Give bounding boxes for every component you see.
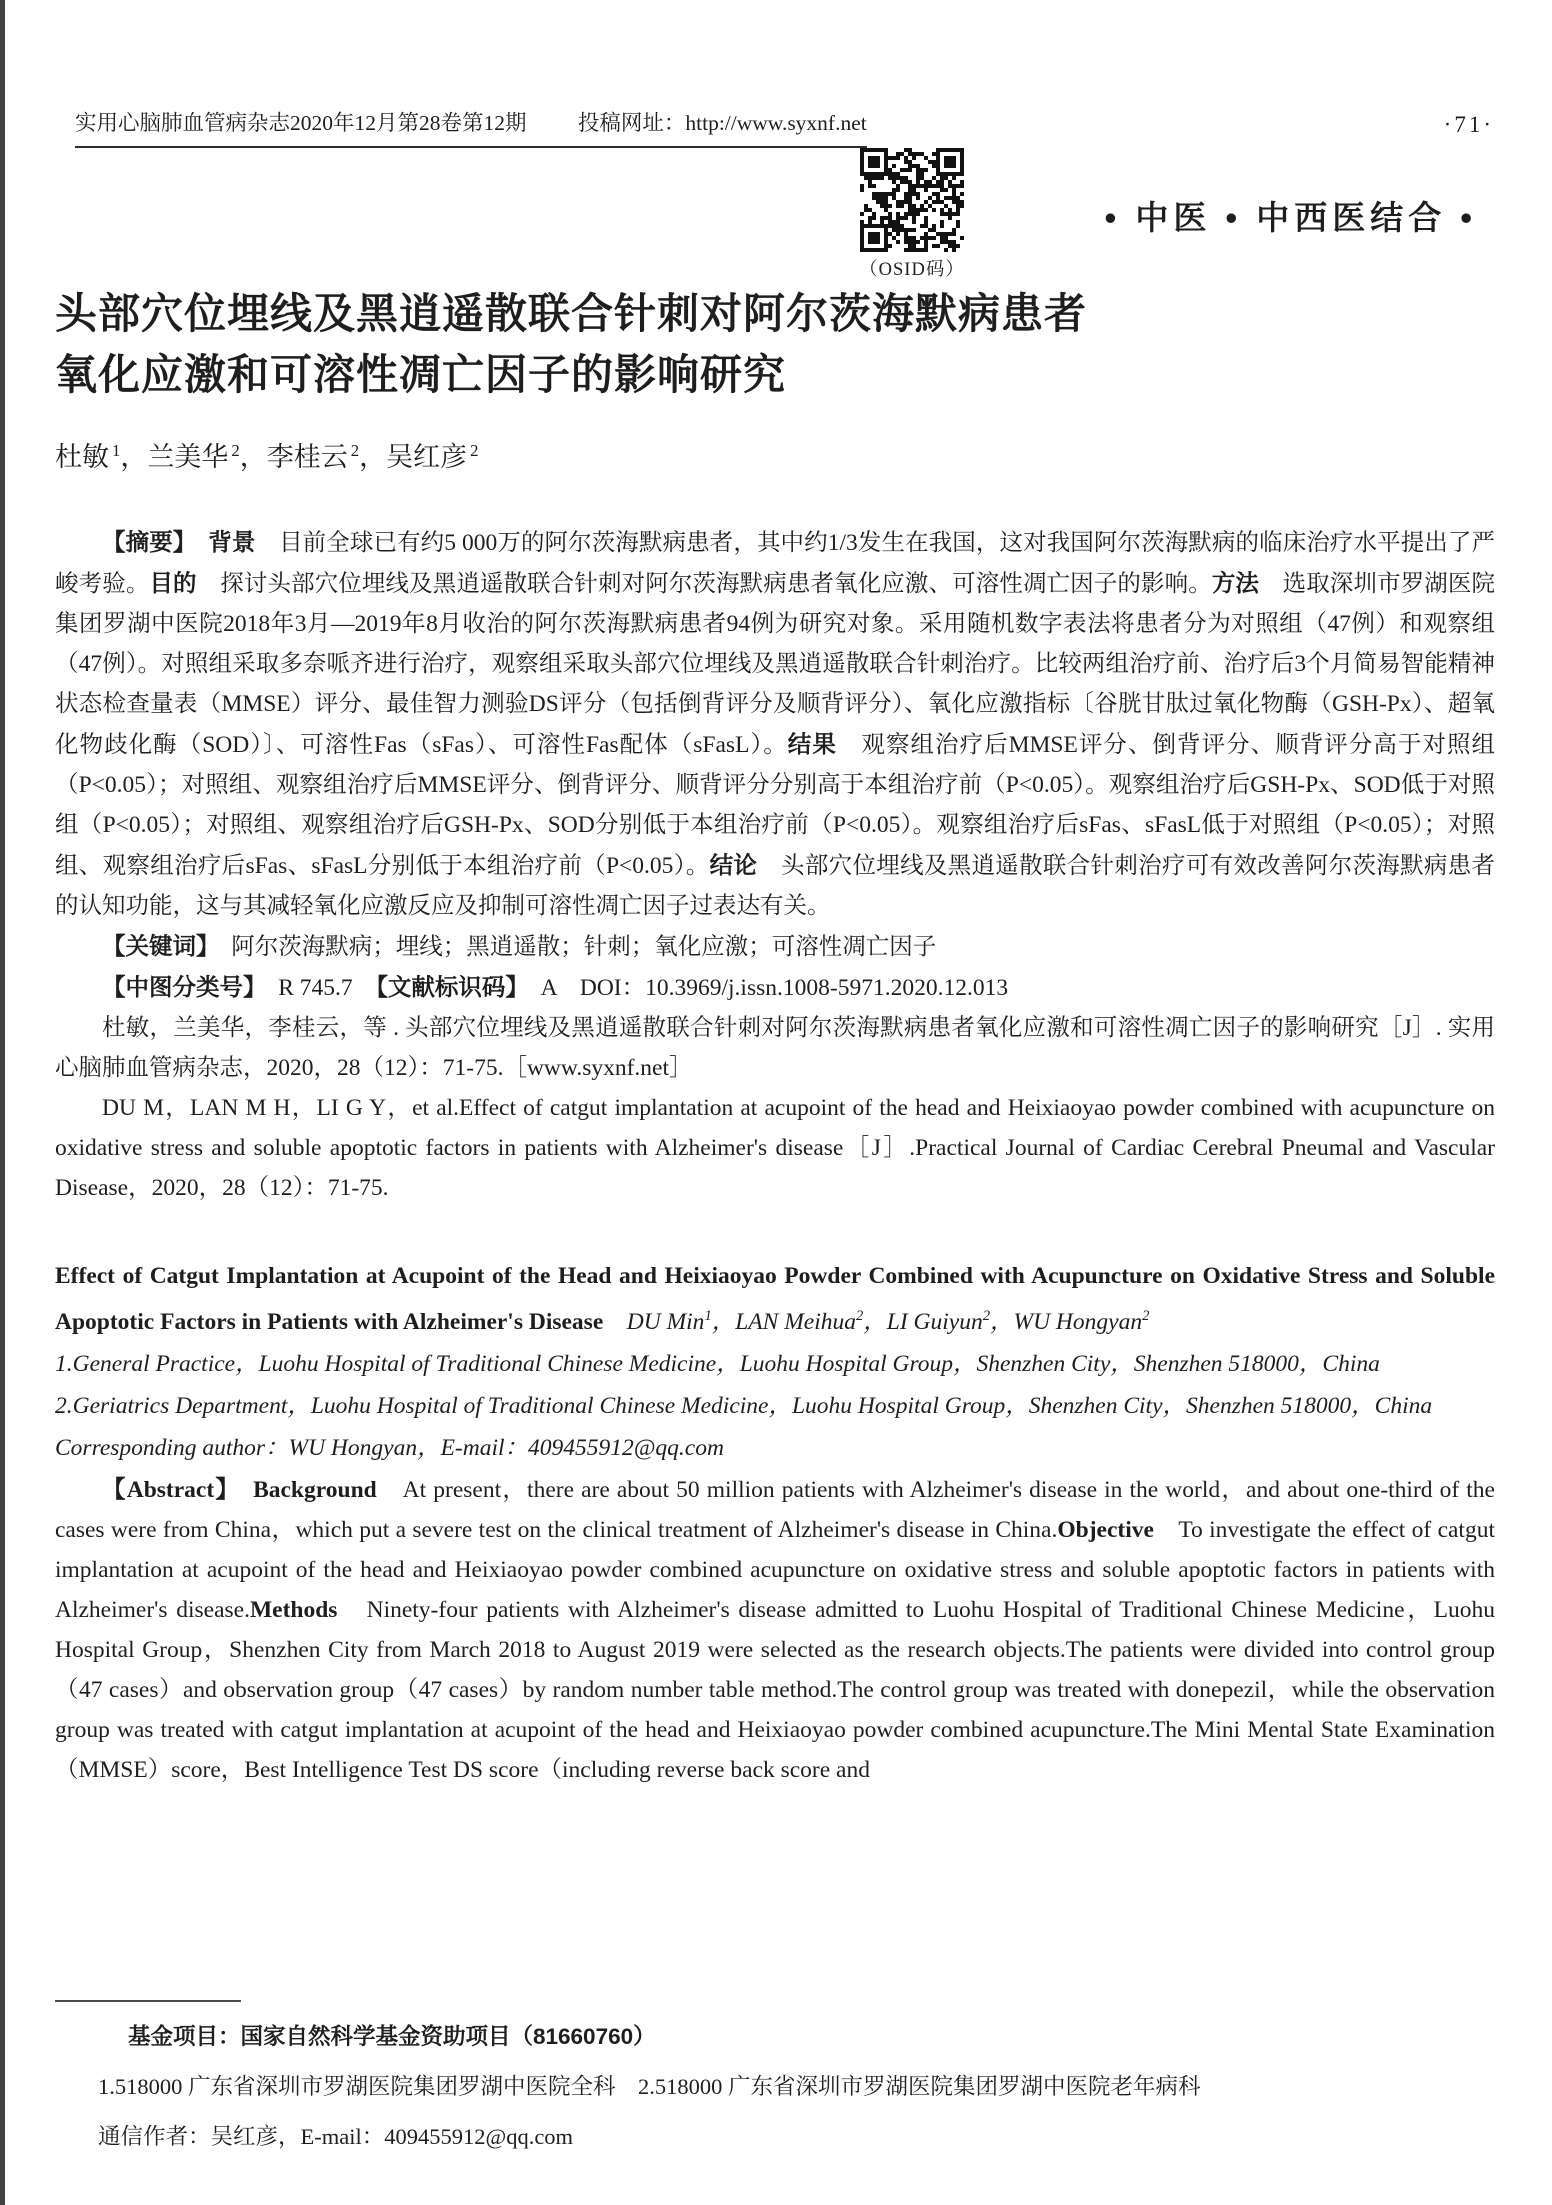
footnote-corresponding-line: 通信作者：吴红彦，E-mail：409455912@qq.com [98, 2124, 574, 2149]
article-content [55, 283, 1495, 1790]
column-section-label: • 中医 • 中西医结合 • [1104, 199, 1477, 236]
footnote-block [55, 2000, 1495, 2162]
header-underlined-group [75, 106, 867, 148]
fund-project-line: 基金项目：国家自然科学基金资助项目（81660760） [128, 2024, 656, 2049]
footnote-affiliations-line: 1.518000 广东省深圳市罗湖医院集团罗湖中医院全科 2.518000 广东省深圳市罗湖医院集团罗湖中医院老年病科 [98, 2074, 1201, 2099]
article-title [55, 283, 1495, 405]
osid-block [851, 148, 973, 281]
citation-chinese: 杜敏，兰美华，李桂云，等 . 头部穴位埋线及黑逍遥散联合针刺对阿尔茨海默病患者氧化应激和可溶性凋亡因子的影响研究［J］. 实用心脑肺血管病杂志，2020，28（12）：71-75.［www.syxnf.net］ [55, 1015, 1495, 1081]
corresponding-author-line: Corresponding author：WU Hongyan，E-mail：409455912@qq.com [55, 1434, 724, 1461]
authors-line: 杜敏 $^1$，兰美华 $^2$，李桂云 $^2$，吴红彦 $^2$ [55, 441, 479, 472]
running-header [75, 106, 867, 148]
article-title-line1: 头部穴位埋线及黑逍遥散联合针刺对阿尔茨海默病患者 [55, 290, 1088, 337]
chinese-abstract: 【摘要】 背景 目前全球已有约5 000万的阿尔茨海默病患者，其中约1/3发生在我国，这对我国阿尔茨海默病的临床治疗水平提出了严峻考验。目的 探讨头部穴位埋线及黑逍遥散联合针刺对阿尔茨海默病患者氧化应激、可溶性凋亡因子的影响。方法 选取深圳市罗湖医院集团罗湖中医院2018年3月—2019年8月收治的阿尔茨海默病患者94例为研究对象。采用随机数字表法将患者分为对照组（47例）和观察组（47例）。对照组采取多奈哌齐进行治疗，观察组采取头部穴位埋线及黑逍遥散联合针刺治疗。比较两组治疗前、治疗后3个月简易智能精神状态检查量表（MMSE）评分、最佳智力测验DS评分（包括倒背评分及顺背评分）、氧化应激指标〔谷胱甘肽过氧化物酶（GSH-Px）、超氧化物歧化酶（SOD）〕、可溶性Fas（sFas）、可溶性Fas配体（sFasL）。结果 观察组治疗后MMSE评分、倒背评分、顺背评分高于对照组（P<0.05）；对照组、观察组治疗后MMSE评分、倒背评分、顺背评分分别高于本组治疗前（P<0.05）。观察组治疗后GSH-Px、SOD低于对照组（P<0.05）；对照组、观察组治疗后GSH-Px、SOD分别低于本组治疗前（P<0.05）。观察组治疗后sFas、sFasL低于对照组（P<0.05）；对照组、观察组治疗后sFas、sFasL分别低于本组治疗前（P<0.05）。结论 头部穴位埋线及黑逍遥散联合针刺治疗可有效改善阿尔茨海默病患者的认知功能，这与其减轻氧化应激反应及抑制可溶性凋亡因子过表达有关。 [55, 529, 1496, 919]
footnote-divider [55, 2000, 241, 2002]
osid-qr-code-icon [860, 148, 964, 252]
osid-caption: （OSID码） [859, 260, 965, 280]
keywords-line: 【关键词】 阿尔茨海默病；埋线；黑逍遥散；针刺；氧化应激；可溶性凋亡因子 [102, 933, 937, 960]
clc-doi-line: 【中图分类号】 R 745.7 【文献标识码】 A DOI：10.3969/j.issn.1008-5971.2020.12.013 [102, 974, 1009, 1001]
affiliation-2: 2.Geriatrics Department，Luohu Hospital of Traditional Chinese Medicine，Luohu Hospital Group，Shenzhen City，Shenzhen 518000，China [55, 1392, 1433, 1419]
english-abstract: 【Abstract】 Background At present，there are about 50 million patients with Alzheimer's disease in the world，and about one-third of the cases were from China，which put a severe test on the clinical treatment of Alzheimer's disease in China.Objective To investigate the effect of catgut implantation at acupoint of the head and Heixiaoyao powder combined acupuncture on oxidative stress and soluble apoptotic factors in patients with Alzheimer's disease.Methods Ninety-four patients with Alzheimer's disease admitted to Luohu Hospital of Traditional Chinese Medicine，Luohu Hospital Group，Shenzhen City from March 2018 to August 2019 were selected as the research objects.The patients were divided into control group（47 cases）and observation group（47 cases）by random number table method.The control group was treated with donepezil，while the observation group was treated with catgut implantation at acupoint of the head and Heixiaoyao powder combined acupuncture.The Mini Mental State Examination（MMSE）score，Best Intelligence Test DS score（including reverse back score and [55, 1476, 1495, 1783]
affiliation-1: 1.General Practice，Luohu Hospital of Traditional Chinese Medicine，Luohu Hospital Group，Shenzhen City，Shenzhen 518000，China [55, 1350, 1380, 1377]
page-number: ·71· [1443, 112, 1494, 137]
english-title: Effect of Catgut Implantation at Acupoint of the Head and Heixiaoyao Powder Combined with Acupuncture on Oxidative Stress and Soluble Apoptotic Factors in Patients with Alzheimer's Disease DU Min$^1$，LAN Meihua$^2$，LI Guiyun$^2$，WU Hongyan$^2$ [55, 1263, 1495, 1335]
article-title-line2: 氧化应激和可溶性凋亡因子的影响研究 [55, 351, 787, 398]
journal-issue-info: 实用心脑肺血管病杂志2020年12月第28卷第12期 [75, 111, 527, 135]
submission-url: 投稿网址：http://www.syxnf.net [577, 111, 867, 135]
citation-english: DU M，LAN M H，LI G Y，et al.Effect of catgut implantation at acupoint of the head and Heixiaoyao powder combined with acupuncture on oxidative stress and soluble apoptotic factors in patients with Alzheimer's disease［J］.Practical Journal of Cardiac Cerebral Pneumal and Vascular Disease，2020，28（12）：71-75. [55, 1095, 1495, 1201]
scan-edge-artifact [0, 0, 5, 2205]
